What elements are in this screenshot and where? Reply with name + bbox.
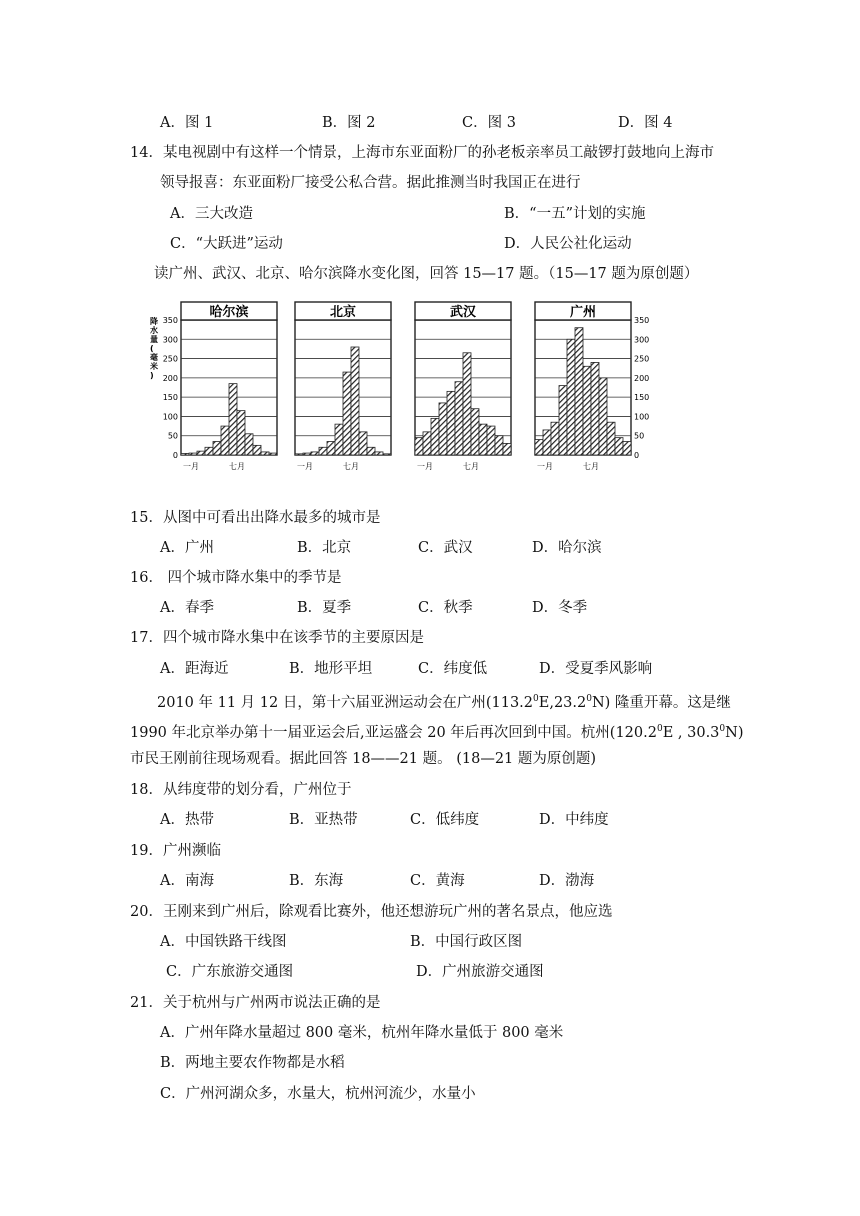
q17-option-c: C．纬度低 (418, 661, 488, 677)
precipitation-charts (145, 296, 665, 482)
precipitation-charts-svg (145, 296, 665, 482)
bar-3-1 (535, 440, 543, 455)
bar-1-11 (375, 452, 383, 455)
bar-3-9 (599, 378, 607, 455)
bar-0-3 (197, 451, 205, 455)
x-tick-jan-3: 一月 (537, 462, 553, 471)
q20-option-a: A．中国铁路干线图 (160, 934, 287, 950)
bar-2-3 (431, 418, 439, 455)
q14-option-b: B．“一五”计划的实施 (504, 206, 646, 222)
x-tick-jul-1: 七月 (343, 462, 359, 471)
bar-1-3 (311, 452, 319, 455)
chart-title-0: 哈尔滨 (209, 305, 249, 320)
q18-stem: 18．从纬度带的划分看，广州位于 (130, 782, 352, 798)
y-tick-label-3-250: 250 (634, 354, 650, 364)
q21-option-a: A．广州年降水量超过 800 毫米，杭州年降水量低于 800 毫米 (160, 1025, 564, 1041)
bar-1-4 (319, 447, 327, 455)
y-tick-label-3-200: 200 (634, 373, 650, 383)
x-tick-jan-2: 一月 (417, 462, 433, 471)
bar-2-10 (487, 426, 495, 455)
bar-3-8 (591, 362, 599, 455)
x-tick-jul-3: 七月 (583, 462, 599, 471)
q14-option-a: A．三大改造 (170, 206, 253, 222)
bar-1-12 (383, 454, 391, 455)
q15-option-c: C．武汉 (418, 540, 473, 556)
q17-option-d: D．受夏季风影响 (539, 661, 653, 677)
y-tick-label-0-200: 200 (162, 373, 178, 383)
x-tick-jul-0: 七月 (229, 462, 245, 471)
q17-option-b: B．地形平坦 (289, 661, 373, 677)
bar-3-6 (575, 328, 583, 455)
q21-option-c: C．广州河湖众多，水量大，杭州河流少，水量小 (160, 1086, 476, 1102)
bar-1-5 (327, 442, 335, 456)
bar-0-6 (221, 426, 229, 455)
q18-option-d: D．中纬度 (539, 812, 609, 828)
bar-3-7 (583, 366, 591, 455)
bar-2-7 (463, 353, 471, 455)
q14-stem-line2: 领导报喜：东亚面粉厂接受公私合营。据此推测当时我国正在进行 (160, 175, 581, 191)
y-tick-label-3-150: 150 (634, 393, 650, 403)
bar-3-5 (567, 339, 575, 455)
bar-2-6 (455, 382, 463, 455)
bar-0-4 (205, 447, 213, 455)
bar-2-9 (479, 424, 487, 455)
intro-18-21-line3: 市民王刚前往现场观看。据此回答 18——21 题。 (18—21 题为原创题) (130, 751, 597, 767)
y-axis-label-char-5: 米 (150, 362, 158, 371)
y-tick-label-0-150: 150 (162, 393, 178, 403)
y-tick-label-3-300: 300 (634, 335, 650, 345)
q17-option-a: A．距海近 (160, 661, 229, 677)
q21-stem: 21．关于杭州与广州两市说法正确的是 (130, 995, 381, 1011)
y-tick-label-0-250: 250 (162, 354, 178, 364)
y-axis-label-char-3: ( (150, 344, 154, 353)
q14-stem-line1: 14．某电视剧中有这样一个情景，上海市东亚面粉厂的孙老板亲率员工敲锣打鼓地向上海市 (130, 145, 714, 161)
q14-option-d: D．人民公社化运动 (504, 236, 632, 252)
bar-2-8 (471, 409, 479, 455)
intro-18-21-line1: 2010 年 11 月 12 日，第十六届亚洲运动会在广州(113.2$^0$E,23.2$^0$N) 隆重开幕。这是继 (157, 694, 731, 711)
y-axis-label-char-6: ) (150, 371, 154, 380)
q15-stem: 15．从图中可看出出降水最多的城市是 (130, 510, 381, 526)
q20-option-b: B．中国行政区图 (410, 934, 523, 950)
q18-option-b: B．亚热带 (289, 812, 358, 828)
bar-0-1 (181, 453, 189, 455)
y-tick-label-3-0: 0 (634, 451, 640, 460)
bar-0-2 (189, 453, 197, 455)
bar-1-7 (343, 372, 351, 455)
bar-2-5 (447, 391, 455, 455)
q19-option-c: C．黄海 (410, 873, 465, 889)
chart-title-3: 广州 (569, 305, 597, 320)
q16-stem: 16． 四个城市降水集中的季节是 (130, 570, 342, 586)
bar-0-9 (245, 434, 253, 455)
bar-0-8 (237, 411, 245, 455)
y-axis-label-char-0: 降 (150, 317, 158, 326)
bar-0-12 (269, 453, 277, 455)
q16-option-c: C．秋季 (418, 600, 473, 616)
y-tick-label-0-300: 300 (162, 335, 178, 345)
q16-option-a: A．春季 (160, 600, 214, 616)
bar-1-9 (359, 432, 367, 455)
chart-title-2: 武汉 (449, 305, 477, 320)
q20-stem: 20．王刚来到广州后，除观看比赛外，他还想游玩广州的著名景点，他应选 (130, 904, 613, 920)
y-tick-label-3-350: 350 (634, 316, 650, 325)
q13-option-c: C．图 3 (462, 115, 516, 131)
y-tick-label-0-100: 100 (162, 412, 178, 422)
y-tick-label-0-350: 350 (162, 316, 178, 325)
intro-18-21-line2: 1990 年北京举办第十一届亚运会后,亚运盛会 20 年后再次回到中国。杭州(120.2$^0$E , 30.3$^0$N) (130, 724, 744, 741)
bar-2-4 (439, 403, 447, 455)
bar-0-11 (261, 452, 269, 455)
bar-0-5 (213, 442, 221, 456)
q15-option-d: D．哈尔滨 (532, 540, 602, 556)
bar-2-1 (415, 438, 423, 455)
q19-option-d: D．渤海 (539, 873, 595, 889)
bar-1-1 (295, 454, 303, 455)
y-tick-label-3-50: 50 (634, 431, 645, 441)
q19-option-a: A．南海 (160, 873, 214, 889)
bar-3-3 (551, 422, 559, 455)
x-tick-jul-2: 七月 (463, 462, 479, 471)
q13-option-d: D．图 4 (618, 115, 673, 131)
bar-2-12 (503, 443, 511, 455)
q17-stem: 17．四个城市降水集中在该季节的主要原因是 (130, 630, 424, 646)
x-tick-jan-0: 一月 (183, 462, 199, 471)
y-axis-label-char-4: 毫 (150, 353, 158, 362)
q13-option-a: A．图 1 (160, 115, 214, 131)
q18-option-a: A．热带 (160, 812, 214, 828)
bar-3-10 (607, 422, 615, 455)
bar-0-10 (253, 445, 261, 455)
q16-option-d: D．冬季 (532, 600, 588, 616)
q13-option-b: B．图 2 (322, 115, 376, 131)
y-axis-label-char-1: 水 (150, 326, 158, 335)
y-tick-label-3-100: 100 (634, 412, 650, 422)
y-axis-label-char-2: 量 (150, 335, 158, 344)
bar-1-2 (303, 453, 311, 455)
q15-option-a: A．广州 (160, 540, 214, 556)
y-tick-label-0-0: 0 (172, 451, 178, 460)
q20-option-c: C．广东旅游交通图 (166, 964, 294, 980)
bar-2-11 (495, 436, 503, 455)
q14-option-c: C．“大跃进”运动 (170, 236, 283, 252)
bar-1-6 (335, 424, 343, 455)
bar-0-7 (229, 384, 237, 455)
q21-option-b: B．两地主要农作物都是水稻 (160, 1055, 345, 1071)
q20-option-d: D．广州旅游交通图 (416, 964, 544, 980)
intro-15-17: 读广州、武汉、北京、哈尔滨降水变化图，回答 15—17 题。（15—17 题为原创题） (154, 266, 699, 282)
chart-title-1: 北京 (329, 305, 357, 320)
bar-2-2 (423, 432, 431, 455)
q18-option-c: C．低纬度 (410, 812, 480, 828)
bar-1-10 (367, 447, 375, 455)
bar-3-12 (623, 442, 631, 456)
q16-option-b: B．夏季 (297, 600, 352, 616)
x-tick-jan-1: 一月 (297, 462, 313, 471)
bar-3-11 (615, 438, 623, 455)
bar-3-4 (559, 386, 567, 455)
bar-3-2 (543, 430, 551, 455)
q15-option-b: B．北京 (297, 540, 352, 556)
bar-1-8 (351, 347, 359, 455)
q19-option-b: B．东海 (289, 873, 344, 889)
q19-stem: 19．广州濒临 (130, 843, 221, 859)
y-tick-label-0-50: 50 (167, 431, 178, 441)
